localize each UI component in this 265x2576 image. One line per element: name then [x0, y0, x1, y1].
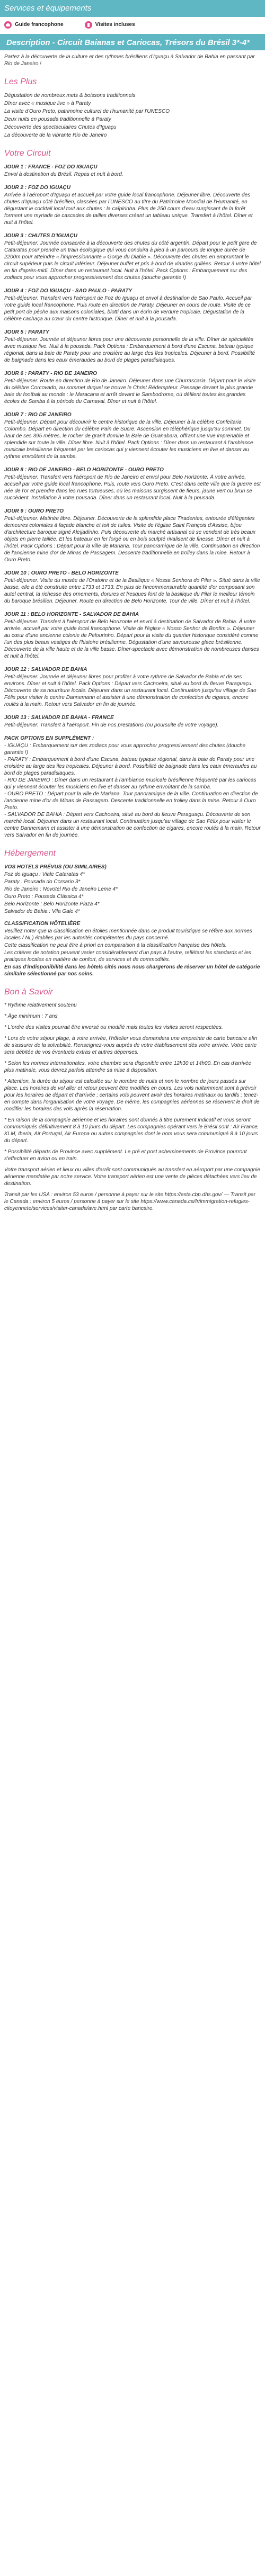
- pack-option-item: - IGUAÇU : Embarquement sur des zodiacs pour vous approcher progressivement des chutes (douche garantie !): [4, 742, 246, 756]
- hebergement-title: Hébergement: [4, 848, 56, 858]
- hotel-item: Ouro Preto : Pousada Clássica 4*: [4, 893, 84, 900]
- bonavoir-item: * Rythme relativement soutenu: [4, 1002, 77, 1009]
- day-text: Petit-déjeuner. Route en direction de Rio de Janeiro. Déjeuner dans une Churrascaria. Départ pour le visite du célèbre Corcovado, au sommet duquel se trouve le Christ Rédempteur. Passage devant la plus grande baie du football au monde : le Maracana et arrêt devant le Sambodrome, où défilent toutes les grandes écoles de Samba à la période du Carnaval. Dîner et nuit à l'hôtel.: [4, 378, 256, 405]
- day-text: Petit-déjeuner. Journée et déjeuner libres pour profiter à votre rythme de Salvador de Bahia et de ses environs. Dîner et nuit à l'hôtel. Pack Options : Départ vers Cachoeira, situé au bord du fleuve Paraguaçu. Découverte de sa nourriture locale. Déjeuner dans un restaurant local. Continuation jusqu'au village de Sao Félix pour visiter le centre Dannemann et assister à une démonstration de confection de cigares, encore roulés à la main. Retour vers Salvador en fin de journée.: [4, 674, 257, 707]
- day-item: [4, 164, 261, 178]
- bonavoir-item: * Attention, la durée du séjour est calculée sur le nombre de nuits et non le nombre de jours passés sur place. Les horaires de vol aller et retour peuvent être modifiés en cours. Les vols nuitamment sont à prévoir pour les horaires de départ et d'arrivée ; certains vols peuvent avoir des horaires matinaux ou tardifs ; tenez-en compte dans l'organisation de votre voyage. De même, les compagnies aériennes se réservent le droit de modifier les horaires des vols après la réservation.: [4, 1079, 260, 1112]
- day-item: [4, 508, 261, 563]
- hotel-item: Salvador de Bahia : Vila Gale 4*: [4, 908, 80, 914]
- day-title: JOUR 9 : OURO PRETO: [4, 508, 64, 514]
- day-title: JOUR 4 : FOZ DO IGUAÇU - SAO PAULO - PARATY: [4, 288, 132, 294]
- plus-title: Les Plus: [4, 77, 37, 87]
- bonavoir-item: * Selon les normes internationales, votre chambre sera disponible entre 12h30 et 14h00. En cas d'arrivée plus matinale, vous devrez parfois attendre sa mise à disposition.: [4, 1061, 252, 1074]
- day-text: Petit-déjeuner. Départ pour découvrir le centre historique de la ville. Déjeuner à la célèbre Confeitaria Colombo. Départ en direction du célèbre Pain de Sucre. Ascension en téléphérique jusqu'au sommet. Du haut de ses 395 mètres, le rocher de granit domine la Baie de Guanabara, offrant une vue imprenable et splendide sur toute la ville. Dîner libre. Nuit à l'hôtel. Pack Options : Dîner dans un restaurant à l'ambiance musicale brésilienne fréquenté par les cariocas qui y viennent écouter les musiciens en live et danser au rythme envoûtant de la samba.: [4, 419, 253, 460]
- bonavoir-item: * En raison de la compagnie aérienne et les horaires sont donnés à titre purement indicatif et vous seront communiqués définitivement 8 à 10 jours du départ. Les compagnies opérant vers le Brésil sont : Air France, KLM, Iberia, Air Portugal, Air Europa ou autres compagnies dont le nom vous sera communiqué 8 à 10 jours du départ.: [4, 1117, 259, 1144]
- day-item: [4, 666, 261, 708]
- day-title: JOUR 6 : PARATY - RIO DE JANEIRO: [4, 370, 98, 376]
- bonavoir-item: * L'ordre des visites pourrait être inversé ou modifié mais toutes les visites seront respectées.: [4, 1025, 223, 1031]
- day-text: Arrivée à l'aéroport d'Iguaçu et accueil par votre guide local francophone. Déjeuner libre. Découverte des chutes d'Iguaçu côté brésilien, classées par l'UNESCO au titre du Patrimoine Mondial de l'Humanité, en dégustant le cocktail local tout aux chutes : la caïpirinha. Plus de 250 cours d'eau surgissant de la forêt forment une myriade de cascades de tailles diverses créant un tableau unique. Transfert à l'hôtel. Dîner et nuit à l'hôtel.: [4, 192, 253, 226]
- classification-heading: CLASSIFICATION HÔTELIÈRE: [4, 920, 81, 927]
- day-title: JOUR 10 : OURO PRETO - BELO HORIZONTE: [4, 570, 119, 576]
- day-title: JOUR 5 : PARATY: [4, 329, 49, 335]
- day-title: JOUR 8 : RIO DE JANEIRO - BELO HORIZONTE - OURO PRETO: [4, 466, 164, 473]
- classification-text: Cette classification ne peut être à priori en comparaison à la classification française des hôtels.: [4, 942, 227, 948]
- bonavoir-item: * Lors de votre séjour plage, à votre arrivée, l'hôtelier vous demandera une empreinte de carte bancaire afin de s'assurer de la solvabilité. Renseignez-vous auprès de votre établissement dès votre arrivée. Votre carte sera débitée de vos éventuels extras et autres dépenses.: [4, 1036, 258, 1056]
- day-item: [4, 232, 261, 281]
- classification-text: Les critères de notation peuvent varier considérablement d'un pays à l'autre, reflétant les standards et les pratiques locales en matière de confort, de services et de commodités.: [4, 949, 251, 963]
- bonavoir-item: * Âge minimum : 7 ans: [4, 1013, 58, 1020]
- guide-icon: [4, 21, 12, 29]
- day-item: [4, 714, 261, 729]
- hotel-item: Foz do Iguaçu : Viale Cataratas 4*: [4, 871, 85, 877]
- hotels-heading: VOS HOTELS PRÉVUS (OU SIMILAIRES): [4, 864, 107, 870]
- description-title: Description - Circuit Baianas et Cariocas, Trésors du Brésil 3*-4*: [0, 34, 265, 51]
- day-item: [4, 370, 261, 405]
- day-title: JOUR 13 : SALVADOR DE BAHIA - FRANCE: [4, 714, 114, 721]
- day-text: Petit-déjeuner. Matinée libre. Déjeuner. Découverte de la splendide place Tiradentes, entourée d'élégantes demeures coloniales à façade blanche et toit de tuiles. Visite de l'église Saint François d'Assise, bijou d'architecture baroque signé Aleijadinho. Puis découverte du marché artisanal où se vendent de très beaux objets en pierre taillée. Et les bateaux en fer forgé ou en bois sculpté rivalisent de finesse. Dîner et nuit à l'hôtel. Pack Options : Départ pour la ville de Mariana. Tour panoramique de la ville. Continuation en direction de l'ancienne mine d'or de Minas de Passagem. Descente traditionnelle en trolley dans la mine. Retour à Ouro Preto.: [4, 515, 260, 563]
- day-title: JOUR 11 : BELO HORIZONTE - SALVADOR DE BAHIA: [4, 611, 139, 617]
- services-title: Services et équipements: [0, 0, 265, 17]
- day-text: Petit-déjeuner. Visite du musée de l'Oratoire et de la Basilique « Nossa Senhora do Pilar ». Situé dans la ville basse, elle a été construite entre 1733 et 1733. En plus de l'incommensurable quantité d'or composant son autel central, la richesse des ornements, dorures et fresques font de la basilique du Pilar le meilleur témoin du baroque brésilien. Déjeuner. Route en direction de Belo Horizonte. Tour de ville. Dîner et nuit à l'hôtel.: [4, 577, 260, 604]
- classification-text: Veuillez noter que la classification en étoiles mentionnée dans ce produit touristique se réfère aux normes locales / NL) établies par les autorités compétentes du pays concerné.: [4, 928, 252, 941]
- bonavoir-item: Votre transport aérien et lieux ou villes d'arrêt sont communiqués au transfert en aéroport par une compagnie aérienne mandatée par notre service. Votre transport aérien est une vente de pièces détachées vers lieu de destination.: [4, 1167, 260, 1187]
- services-list: [0, 17, 265, 34]
- day-title: JOUR 12 : SALVADOR DE BAHIA: [4, 666, 87, 672]
- day-text: Petit-déjeuner. Transfert à l'aéroport de Belo Horizonte et envol à destination de Salvador de Bahia. À votre arrivée, accueil par votre guide local francophone. Visite de l'église « Nosso Senhor de Bonfim ». Déjeuner au cœur d'une ancienne colonie de Pelourinho. Départ pour la visite du quartier historique considéré comme l'un des plus beaux vestiges de l'histoire brésilienne. Dégustation d'une savoureuse glace brésilienne. Découverte de la ville haute et de la ville basse. Dîner-spectacle avec démonstration de nombreuses danses et nuit à l'hôtel.: [4, 618, 259, 659]
- service-guide: [4, 21, 64, 29]
- day-item: [4, 184, 261, 226]
- day-item: [4, 611, 261, 660]
- pack-option-item: - RIO DE JANEIRO : Dîner dans un restaurant à l'ambiance musicale brésilienne fréquenté par les cariocas qui y viennent écouter les musiciens en live et danser au rythme envoûtant de la samba.: [4, 777, 257, 790]
- list-item: Dîner avec « musique live » à Paraty: [4, 100, 91, 106]
- list-item: Découverte des spectaculaires Chutes d'Iguaçu: [4, 124, 117, 130]
- bonavoir-tail: Transit par les USA : environ 53 euros / personne à payer sur le site https://esta.cbp.dhs.gov/ — Transit par le Canada : environ 5 euros / personne à payer sur le site https://www.canada.ca/fr/immigration-refugies-citoyennete/services/visiter-canada/ave.html par carte bancaire.: [4, 1192, 255, 1212]
- service-visits: [85, 21, 135, 29]
- day-text: Petit-déjeuner. Journée et déjeuner libres pour une découverte personnelle de la ville. Dîner de spécialités avec musique live. Nuit à la pousada. Pack Options : Embarquement à bord d'une Escuna, bateau typique régional, dans la baie de Paraty pour une croisière au large des îles tropicales. Déjeuner à bord. Possibilité de baignade dans les eaux émeraudes au bord de plages paradisiaques.: [4, 336, 255, 363]
- circuit-days: [0, 164, 265, 729]
- pack-option-item: - PARATY : Embarquement à bord d'une Escuna, bateau typique régional, dans la baie de Paraty pour une croisière au large des îles tropicales. Déjeuner à bord. Possibilité de baignade dans les eaux émeraudes au bord de plages paradisiaques.: [4, 756, 257, 776]
- description-intro: Partez à la découverte de la culture et des rythmes brésiliens d'Iguaçu à Salvador de Bahia en passant par Rio de Janeiro !: [4, 54, 255, 67]
- hotel-item: Paraty : Pousada do Corsario 3*: [4, 878, 81, 885]
- service-guide-label: Guide francophone: [15, 22, 64, 28]
- plus-list: [0, 92, 265, 139]
- pack-options: [4, 735, 261, 839]
- day-item: [4, 288, 261, 322]
- day-item: [4, 329, 261, 364]
- hebergement-section: [0, 864, 265, 977]
- day-item: [4, 570, 261, 605]
- day-title: JOUR 3 : CHUTES D'IGUAÇU: [4, 232, 77, 239]
- list-item: Deux nuits en pousada traditionnelle à Paraty: [4, 116, 111, 122]
- day-text: Petit-déjeuner. Transfert vers l'aéroport de Rio de Janeiro et envol pour Belo Horizonte. À votre arrivée, accueil par votre guide local francophone. Puis, route vers Ouro Preto. C'est dans cette ville que la guerre est née de l'or et prendre dans les rues tortueuses, où les maisons surgissent de fleurs, jaune vert ou brun se succèdent. Installation à votre pousada. Dîner dans un restaurant local. Nuit à la pousada.: [4, 474, 261, 501]
- bonavoir-section: [0, 1002, 265, 1212]
- hotel-item: Belo Horizonte : Belo Horizonte Plaza 4*: [4, 901, 100, 907]
- pack-option-item: - OURO PRETO : Départ pour la ville de Mariana. Tour panoramique de la ville. Continuation en direction de l'ancienne mine d'or de Minas de Passagem. Descente traditionnelle en trolley dans la mine. Retour à Ouro Preto.: [4, 791, 258, 811]
- bonavoir-item: * Possibilité départs de Province avec supplément. Le pré et post acheminements de Province pourront s'effectuer en avion ou en train.: [4, 1149, 247, 1162]
- list-item: La visite d'Ouro Preto, patrimoine culturel de l'humanité par l'UNESCO: [4, 108, 170, 114]
- service-visits-label: Visites incluses: [95, 22, 135, 28]
- circuit-title: Votre Circuit: [4, 148, 51, 158]
- day-text: Petit-déjeuner. Transfert à l'aéroport. Fin de nos prestations (ou poursuite de votre voyage).: [4, 722, 219, 728]
- day-item: [4, 411, 261, 460]
- day-title: JOUR 2 : FOZ DO IGUAÇU: [4, 184, 71, 191]
- day-text: Petit-déjeuner. Journée consacrée à la découverte des chutes du côté argentin. Départ pour le petit gare de Cataratas pour prendre un train écologique qui vous conduira à pied à un parcours de longue durée de 2200m pour atteindre « l'impressionnante » Gorge du Diable ». Découverte des chutes en empruntant le circuit supérieur puis le circuit inférieur. Déjeuner buffet et pris à bord de viandes grillées. Retour à votre hôtel en fin d'après-midi. Dîner dans un restaurant local. Nuit à l'hôtel. Pack Options : Embarquement sur des zodiacs pour vous approcher progressivement des chutes (douche garantie !): [4, 240, 261, 281]
- visit-icon: [85, 21, 92, 29]
- list-item: La découverte de la vibrante Rio de Janeiro: [4, 132, 107, 138]
- pack-option-item: - SALVADOR DE BAHIA : Départ vers Cachoeira, situé au bord du fleuve Paraguaçu. Découverte de son marché local. Déjeuner dans un restaurant local. Continuation jusqu'au village de Sao Félix pour visiter le centre Dannemann et assister à une démonstration de confection de cigares, encore roulés à la main. Retour vers Salvador en fin de journée.: [4, 811, 261, 838]
- day-title: JOUR 7 : RIO DE JANEIRO: [4, 411, 72, 418]
- pack-options-title: PACK OPTIONS EN SUPPLÉMENT :: [4, 735, 94, 741]
- hotel-item: Rio de Janeiro : Novotel Rio de Janeiro Leme 4*: [4, 886, 118, 892]
- day-text: Petit-déjeuner. Transfert vers l'aéroport de Foz do Iguaçu et envol à destination de Sao Paulo. Accueil par votre guide local francophone. Puis route en direction de Paraty. Déjeuner en cours de route. Visite de ce petit port de pêche aux maisons coloniales, blotti dans un écrin de verdure tropicale. Dégustation de la célèbre cachaça au cœur du centre historique. Dîner et nuit à la pousada.: [4, 295, 252, 322]
- classification-text: En cas d'indisponibilité dans les hôtels cités nous nous chargerons de réserver un hôtel de catégorie similaire sélectionné par nos soins.: [4, 964, 260, 977]
- list-item: Dégustation de nombreux mets & boissons traditionnels: [4, 92, 136, 98]
- day-item: [4, 466, 261, 501]
- bonavoir-title: Bon à Savoir: [4, 987, 53, 997]
- day-text: Envol à destination du Brésil. Repas et nuit à bord.: [4, 171, 123, 177]
- day-title: JOUR 1 : FRANCE - FOZ DO IGUAÇU: [4, 164, 98, 170]
